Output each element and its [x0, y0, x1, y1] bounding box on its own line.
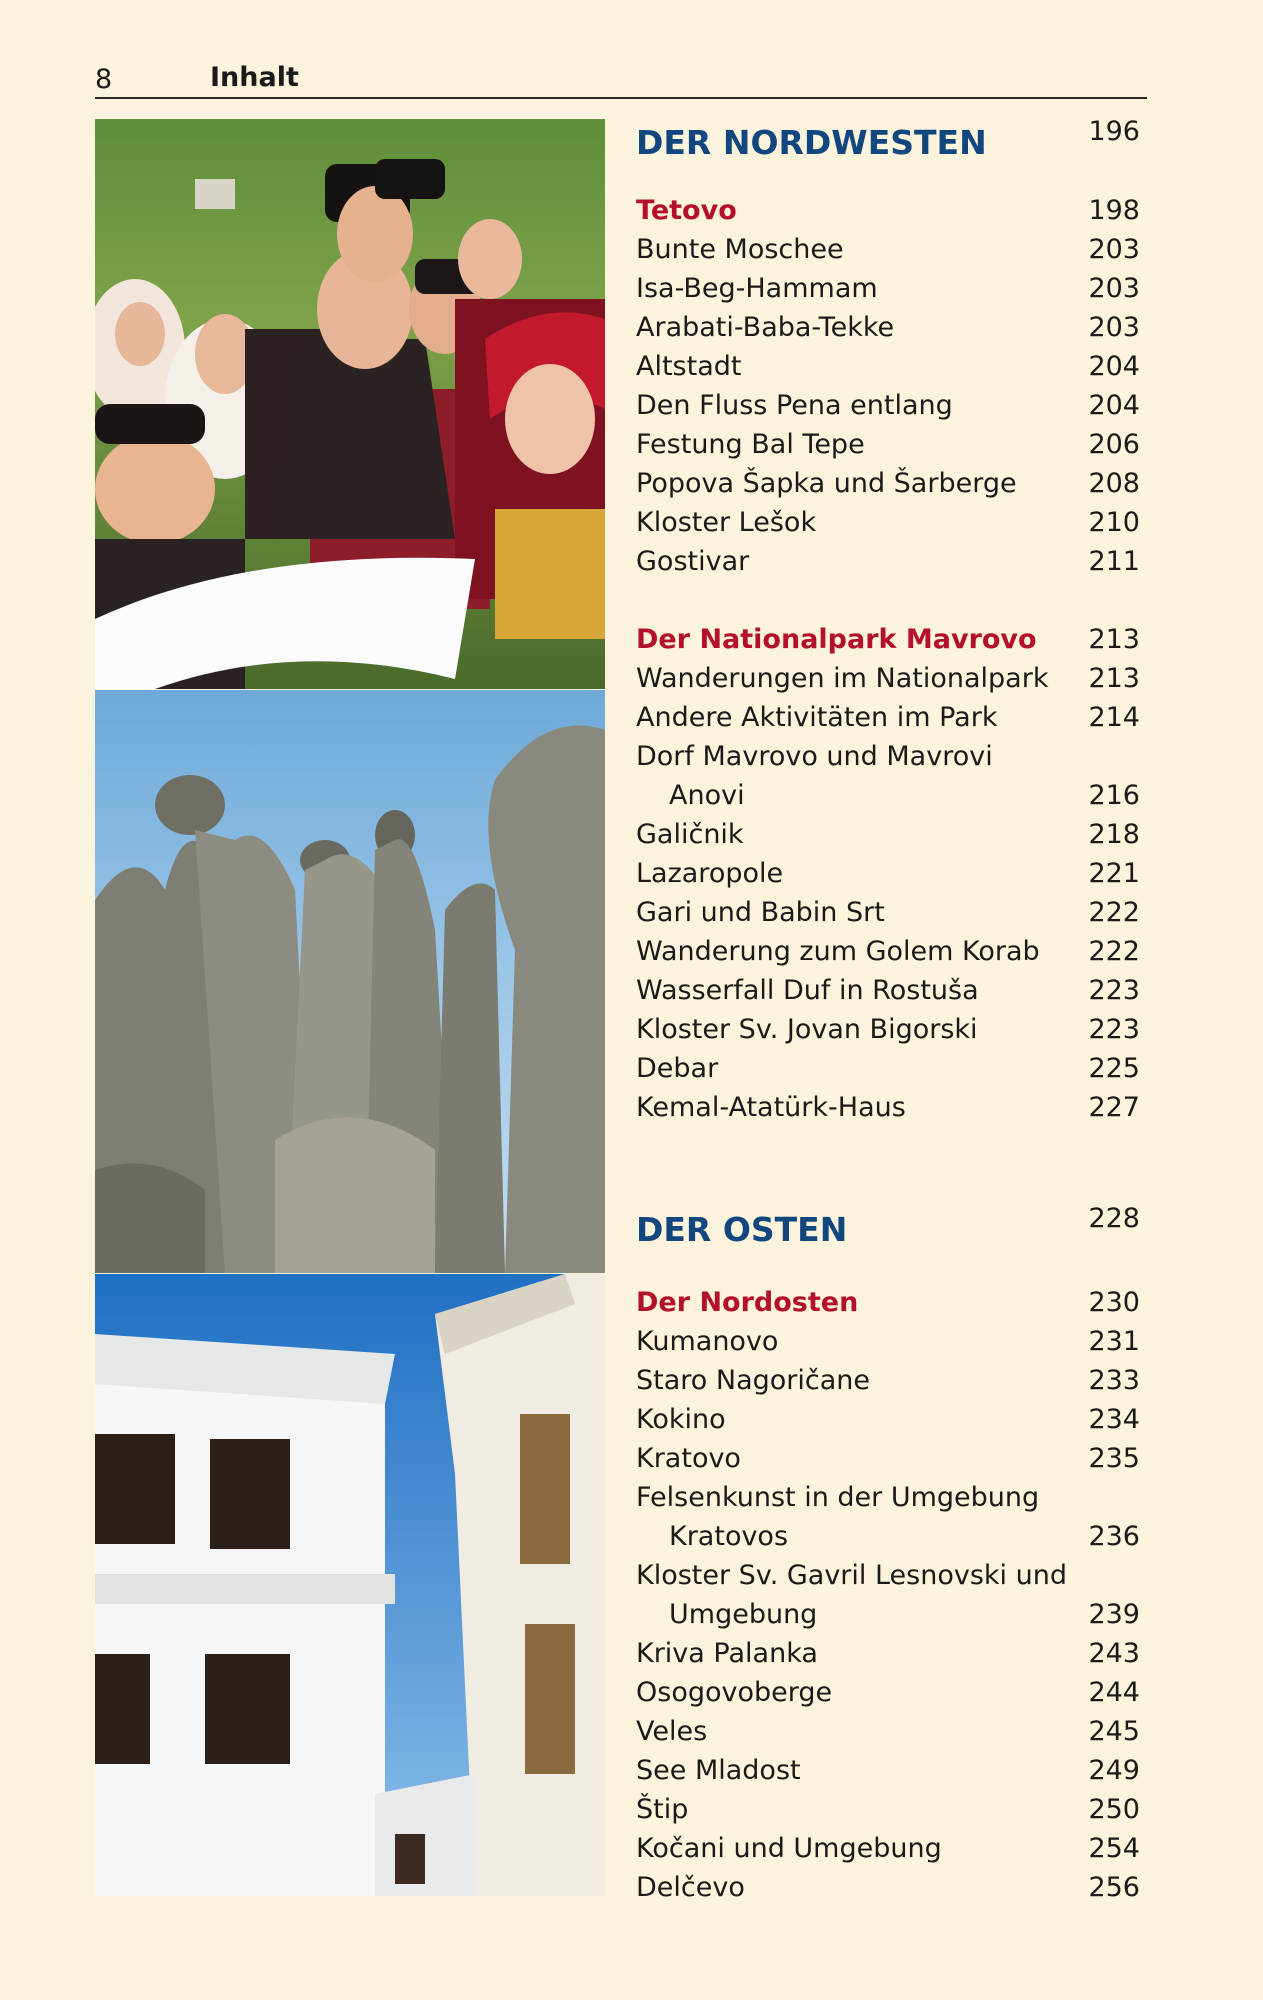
- toc-page-number: 245: [1088, 1716, 1140, 1747]
- toc-label: Kemal-Atatürk-Haus: [636, 1092, 906, 1123]
- toc-subsection-heading: [636, 1285, 1146, 1321]
- toc-entry: [636, 1831, 1146, 1867]
- photo-column: [95, 119, 605, 1896]
- toc-entry: [636, 1519, 1146, 1555]
- toc-page-number: 256: [1088, 1872, 1140, 1903]
- toc-label: Altstadt: [636, 351, 742, 382]
- toc-page-number: 196: [1088, 116, 1140, 147]
- toc-entry: [636, 1051, 1146, 1087]
- header-rule: [95, 97, 1147, 99]
- toc-page-number: 221: [1088, 858, 1140, 889]
- toc-label: Den Fluss Pena entlang: [636, 390, 953, 421]
- toc-page-number: 243: [1088, 1638, 1140, 1669]
- toc-label: Umgebung: [669, 1599, 818, 1630]
- toc-label: Kratovo: [636, 1443, 741, 1474]
- toc-label: Kratovos: [669, 1521, 789, 1552]
- toc-entry: [636, 427, 1146, 463]
- toc-entry: [636, 1558, 1146, 1594]
- toc-label: Kočani und Umgebung: [636, 1833, 942, 1864]
- toc-page-number: 236: [1088, 1521, 1140, 1552]
- toc-page-number: 249: [1088, 1755, 1140, 1786]
- toc-entry: [636, 1363, 1146, 1399]
- toc-entry: [636, 310, 1146, 346]
- toc-page-number: 198: [1088, 195, 1140, 226]
- page-header: [95, 62, 1147, 98]
- toc-page-number: 204: [1088, 390, 1140, 421]
- toc-page-number: 216: [1088, 780, 1140, 811]
- toc-label: Kloster Lešok: [636, 507, 817, 538]
- toc-label: Lazaropole: [636, 858, 784, 889]
- toc-entry: [636, 544, 1146, 580]
- toc-entry: [636, 232, 1146, 268]
- toc-label: DER NORDWESTEN: [636, 123, 987, 162]
- toc-label: Wanderung zum Golem Korab: [636, 936, 1040, 967]
- toc-page-number: 210: [1088, 507, 1140, 538]
- toc-page-number: 208: [1088, 468, 1140, 499]
- toc-label: Kriva Palanka: [636, 1638, 818, 1669]
- toc-entry: [636, 1480, 1146, 1516]
- toc-subsection-heading: [636, 622, 1146, 658]
- toc-page-number: 244: [1088, 1677, 1140, 1708]
- toc-label: Der Nordosten: [636, 1287, 859, 1318]
- toc-entry: [636, 1324, 1146, 1360]
- toc-page-number: 223: [1088, 975, 1140, 1006]
- toc-label: Anovi: [669, 780, 745, 811]
- toc-page-number: 206: [1088, 429, 1140, 460]
- toc-label: Festung Bal Tepe: [636, 429, 865, 460]
- toc-label: Debar: [636, 1053, 719, 1084]
- toc-subsection-heading: [636, 193, 1146, 229]
- white-houses-photo: [95, 1274, 605, 1896]
- toc-label: Bunte Moschee: [636, 234, 844, 265]
- toc-entry: [636, 1792, 1146, 1828]
- toc-page-number: 204: [1088, 351, 1140, 382]
- toc-entry: [636, 271, 1146, 307]
- toc-entry: [636, 1597, 1146, 1633]
- toc-page-number: 234: [1088, 1404, 1140, 1435]
- toc-page-number: 235: [1088, 1443, 1140, 1474]
- toc-page-number: 254: [1088, 1833, 1140, 1864]
- toc-section-heading: [636, 116, 1146, 165]
- toc-entry: [636, 1636, 1146, 1672]
- toc-page-number: 211: [1088, 546, 1140, 577]
- toc-page-number: 223: [1088, 1014, 1140, 1045]
- toc-label: Galičnik: [636, 819, 744, 850]
- toc-page-number: 214: [1088, 702, 1140, 733]
- toc-label: Staro Nagoričane: [636, 1365, 870, 1396]
- toc-entry: [636, 661, 1146, 697]
- toc-entry: [636, 739, 1146, 775]
- toc-entry: [636, 1441, 1146, 1477]
- toc-label: Gostivar: [636, 546, 750, 577]
- toc-label: Delčevo: [636, 1872, 745, 1903]
- toc-page-number: 203: [1088, 312, 1140, 343]
- toc-entry: [636, 895, 1146, 931]
- rock-pillars-photo: [95, 690, 605, 1273]
- toc-entry: [636, 1714, 1146, 1750]
- toc-section-heading: [636, 1203, 1146, 1252]
- toc-entry: [636, 778, 1146, 814]
- toc-entry: [636, 973, 1146, 1009]
- toc-label: Veles: [636, 1716, 708, 1747]
- toc-label: Wasserfall Duf in Rostuša: [636, 975, 979, 1006]
- toc-entry: [636, 388, 1146, 424]
- toc-page-number: 218: [1088, 819, 1140, 850]
- toc-label: Kumanovo: [636, 1326, 779, 1357]
- toc-entry: [636, 1012, 1146, 1048]
- toc-label: Arabati-Baba-Tekke: [636, 312, 895, 343]
- toc-label: Felsenkunst in der Umgebung: [636, 1482, 1040, 1513]
- toc-page-number: 225: [1088, 1053, 1140, 1084]
- toc-entry: [636, 1753, 1146, 1789]
- toc-label: Der Nationalpark Mavrovo: [636, 624, 1037, 655]
- toc-page-number: 233: [1088, 1365, 1140, 1396]
- toc-entry: [636, 349, 1146, 385]
- toc-page-number: 203: [1088, 234, 1140, 265]
- toc-page-number: 228: [1088, 1203, 1140, 1234]
- section-title: Inhalt: [210, 62, 299, 93]
- toc-entry: [636, 1090, 1146, 1126]
- toc-label: Dorf Mavrovo und Mavrovi: [636, 741, 993, 772]
- toc-entry: [636, 856, 1146, 892]
- toc-page-number: 239: [1088, 1599, 1140, 1630]
- toc-page-number: 213: [1088, 663, 1140, 694]
- toc-entry: [636, 505, 1146, 541]
- toc-entry: [636, 700, 1146, 736]
- toc-entry: [636, 466, 1146, 502]
- toc-page-number: 222: [1088, 897, 1140, 928]
- toc-page-number: 230: [1088, 1287, 1140, 1318]
- toc-entry: [636, 1402, 1146, 1438]
- toc-entry: [636, 934, 1146, 970]
- toc-label: Wanderungen im Nationalpark: [636, 663, 1049, 694]
- toc-page-number: 227: [1088, 1092, 1140, 1123]
- toc-label: Popova Šapka und Šarberge: [636, 468, 1017, 499]
- toc-label: Gari und Babin Srt: [636, 897, 885, 928]
- page-number: 8: [95, 64, 113, 95]
- toc-entry: [636, 817, 1146, 853]
- toc-page-number: 213: [1088, 624, 1140, 655]
- toc-label: See Mladost: [636, 1755, 801, 1786]
- toc-label: Andere Aktivitäten im Park: [636, 702, 998, 733]
- toc-label: Kokino: [636, 1404, 726, 1435]
- toc-page-number: 203: [1088, 273, 1140, 304]
- toc-label: Tetovo: [636, 195, 737, 226]
- toc-entry: [636, 1675, 1146, 1711]
- toc-entry: [636, 1870, 1146, 1906]
- toc-label: Kloster Sv. Jovan Bigorski: [636, 1014, 978, 1045]
- toc-label: Štip: [636, 1794, 689, 1825]
- toc-label: Isa-Beg-Hammam: [636, 273, 878, 304]
- toc-label: DER OSTEN: [636, 1210, 848, 1249]
- toc-page-number: 250: [1088, 1794, 1140, 1825]
- toc-page-number: 231: [1088, 1326, 1140, 1357]
- folk-costume-group-photo: [95, 119, 605, 689]
- toc-page-number: 222: [1088, 936, 1140, 967]
- toc-label: Kloster Sv. Gavril Lesnovski und: [636, 1560, 1067, 1591]
- toc-label: Osogovoberge: [636, 1677, 833, 1708]
